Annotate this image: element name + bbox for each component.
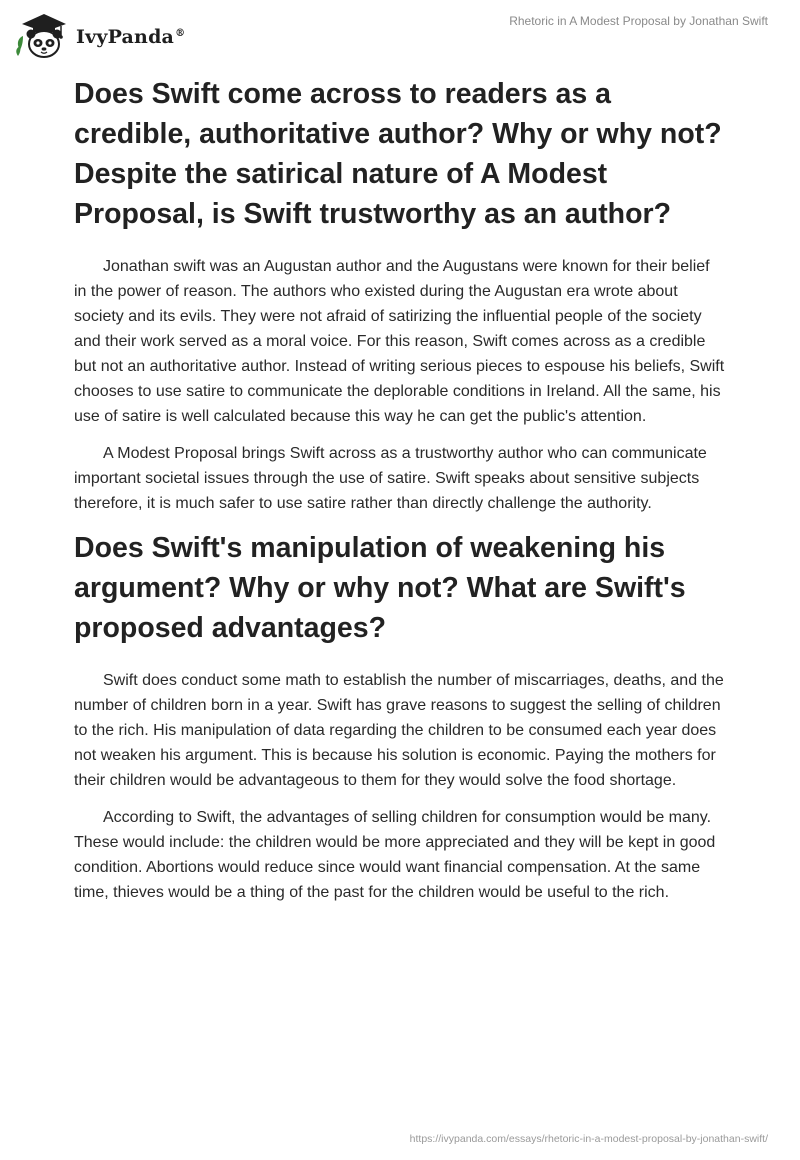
paragraph-2: A Modest Proposal brings Swift across as a trustworthy author who can communicate important societal issues through the use of satire. Swift speaks about sensitive subjects therefore, it is much safer to use satire rather than directly challenge the authority. <box>74 445 707 512</box>
source-url[interactable]: https://ivypanda.com/essays/rhetoric-in-a-modest-proposal-by-jonathan-swift/ <box>409 1133 768 1145</box>
paragraph-3: Swift does conduct some math to establish the number of miscarriages, deaths, and the number of children born in a year. Swift has grave reasons to suggest the selling of children to the rich. His manipulation of data regarding the children to be consumed each year does not weaken his argument. This is because his solution is economic. Paying the mothers for their children would be advantageous to them for they would solve the food shortage. <box>74 672 724 789</box>
paragraph-1: Jonathan swift was an Augustan author and the Augustans were known for their belief in the power of reason. The authors who existed during the Augustan era wrote about society and its evils. They were not afraid of satirizing the influential people of the society and their work served as a moral voice. For this reason, Swift comes across as a credible but not an authoritative author. Instead of writing serious pieces to espouse his beliefs, Swift chooses to use satire to communicate the deplorable conditions in Ireland. All the same, his use of satire is well calculated because this way he can get the public's attention. <box>74 258 725 425</box>
running-title: Rhetoric in A Modest Proposal by Jonathan Swift <box>509 14 768 28</box>
paragraph-4: According to Swift, the advantages of selling children for consumption would be many. These would include: the children would be more appreciated and they will be kept in good condition. Abortions would reduce since would want financial compensation. At the same time, thieves would be a thing of the past for the children would be useful to the rich. <box>74 809 716 901</box>
section-heading-2: Does Swift's manipulation of weakening his argument? Why or why not? What are Swift's proposed advantages? <box>74 532 686 644</box>
section-heading-1: Does Swift come across to readers as a credible, authoritative author? Why or why not? Despite the satirical nature of A Modest Proposal, is Swift trustworthy as an author? <box>74 78 722 230</box>
registered-mark: ® <box>175 27 186 39</box>
page-header <box>0 0 800 64</box>
panda-graduate-icon <box>14 10 70 60</box>
logo-text: IvyPanda <box>76 26 175 48</box>
logo-wordmark <box>76 26 185 48</box>
essay-content <box>74 74 726 917</box>
ivypanda-logo[interactable] <box>14 10 185 60</box>
